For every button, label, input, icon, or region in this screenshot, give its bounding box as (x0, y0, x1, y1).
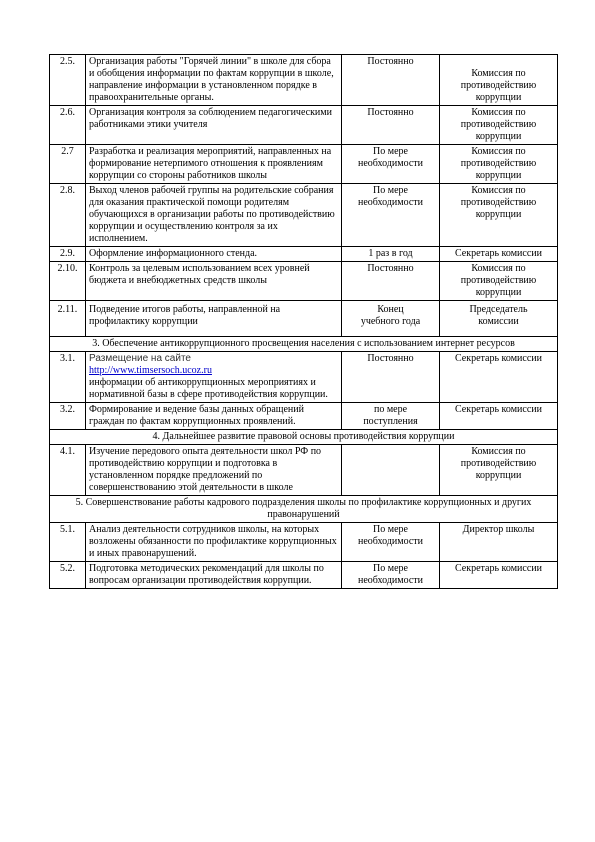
row-number: 2.8. (50, 184, 86, 247)
row-number: 5.2. (50, 562, 86, 589)
row-term: Постоянно (342, 55, 440, 106)
table-row (50, 262, 558, 301)
row-responsible: Секретарь комиссии (440, 562, 558, 589)
row-responsible: Секретарь комиссии (440, 352, 558, 403)
row-number: 2.9. (50, 247, 86, 262)
row-action (86, 352, 342, 403)
row-action: Выход членов рабочей группы на родительские собрания для оказания практической помощи родителям обучающихся в организации работы по противодействию коррупции и осуществлению контроля за их исполнением. (86, 184, 342, 247)
section-row (50, 496, 558, 523)
row-action: Оформление информационного стенда. (86, 247, 342, 262)
table-row (50, 247, 558, 262)
site-link[interactable]: http://www.timsersoch.ucoz.ru (89, 365, 212, 376)
row-number: 2.7 (50, 145, 86, 184)
row-number: 2.5. (50, 55, 86, 106)
table-row (50, 145, 558, 184)
row-responsible: Директор школы (440, 523, 558, 562)
row-term: Конец учебного года (342, 301, 440, 337)
row-responsible: Комиссия по противодействию коррупции (440, 145, 558, 184)
row-action: Разработка и реализация мероприятий, направленных на формирование нетерпимого отношения к проявлениям коррупции со стороны работников школы (86, 145, 342, 184)
row-action: Подведение итогов работы, направленной на профилактику коррупции (86, 301, 342, 337)
row-action: Анализ деятельности сотрудников школы, на которых возложены обязанности по профилактике коррупционных и иных правонарушений. (86, 523, 342, 562)
table-row (50, 106, 558, 145)
table-row (50, 352, 558, 403)
section-row (50, 337, 558, 352)
row-term: По мере необходимости (342, 184, 440, 247)
row-term: 1 раз в год (342, 247, 440, 262)
table-row (50, 55, 558, 106)
row-action: Контроль за целевым использованием всех уровней бюджета и внебюджетных средств школы (86, 262, 342, 301)
site-text: информации об антикоррупционных мероприятиях и нормативной базы в сфере противодействия коррупции. (89, 377, 328, 400)
section-title: 3. Обеспечение антикоррупционного просвещения населения с использованием интернет ресурсов (50, 337, 558, 352)
row-number: 3.2. (50, 403, 86, 430)
row-term: По мере необходимости (342, 145, 440, 184)
row-number: 2.6. (50, 106, 86, 145)
table-row (50, 301, 558, 337)
row-responsible: Комиссия по противодействию коррупции (440, 262, 558, 301)
table-row (50, 445, 558, 496)
table-row (50, 523, 558, 562)
site-label: Размещение на сайте (89, 353, 191, 364)
row-number: 3.1. (50, 352, 86, 403)
section-title: 4. Дальнейшее развитие правовой основы противодействия коррупции (50, 430, 558, 445)
row-action: Формирование и ведение базы данных обращений граждан по фактам коррупционных проявлений. (86, 403, 342, 430)
row-number: 2.11. (50, 301, 86, 337)
row-responsible: Секретарь комиссии (440, 403, 558, 430)
row-responsible: Комиссия по противодействию коррупции (440, 445, 558, 496)
row-action: Организация контроля за соблюдением педагогическими работниками этики учителя (86, 106, 342, 145)
row-number: 4.1. (50, 445, 86, 496)
row-number: 2.10. (50, 262, 86, 301)
table-row (50, 403, 558, 430)
row-number: 5.1. (50, 523, 86, 562)
row-responsible: Секретарь комиссии (440, 247, 558, 262)
table-row (50, 184, 558, 247)
row-term: Постоянно (342, 352, 440, 403)
anticorruption-plan-table (49, 54, 558, 589)
row-term: По мере необходимости (342, 562, 440, 589)
row-term (342, 445, 440, 496)
row-action: Подготовка методических рекомендаций для школы по вопросам организации противодействия коррупции. (86, 562, 342, 589)
row-action: Изучение передового опыта деятельности школ РФ по противодействию коррупции и подготовка в установленном порядке предложений по совершенствованию этой деятельности в школе (86, 445, 342, 496)
row-action: Организация работы "Горячей линии" в школе для сбора и обобщения информации по фактам коррупции в школе, направление информации в установленном порядке в правоохранительные органы. (86, 55, 342, 106)
row-term: по мере поступления (342, 403, 440, 430)
row-responsible: Председатель комиссии (440, 301, 558, 337)
table-row (50, 562, 558, 589)
row-term: Постоянно (342, 106, 440, 145)
row-responsible: Комиссия по противодействию коррупции (440, 55, 558, 106)
row-responsible: Комиссия по противодействию коррупции (440, 106, 558, 145)
row-term: По мере необходимости (342, 523, 440, 562)
section-title: 5. Совершенствование работы кадрового подразделения школы по профилактике коррупционных и других правонарушений (50, 496, 558, 523)
row-responsible: Комиссия по противодействию коррупции (440, 184, 558, 247)
section-row (50, 430, 558, 445)
row-term: Постоянно (342, 262, 440, 301)
